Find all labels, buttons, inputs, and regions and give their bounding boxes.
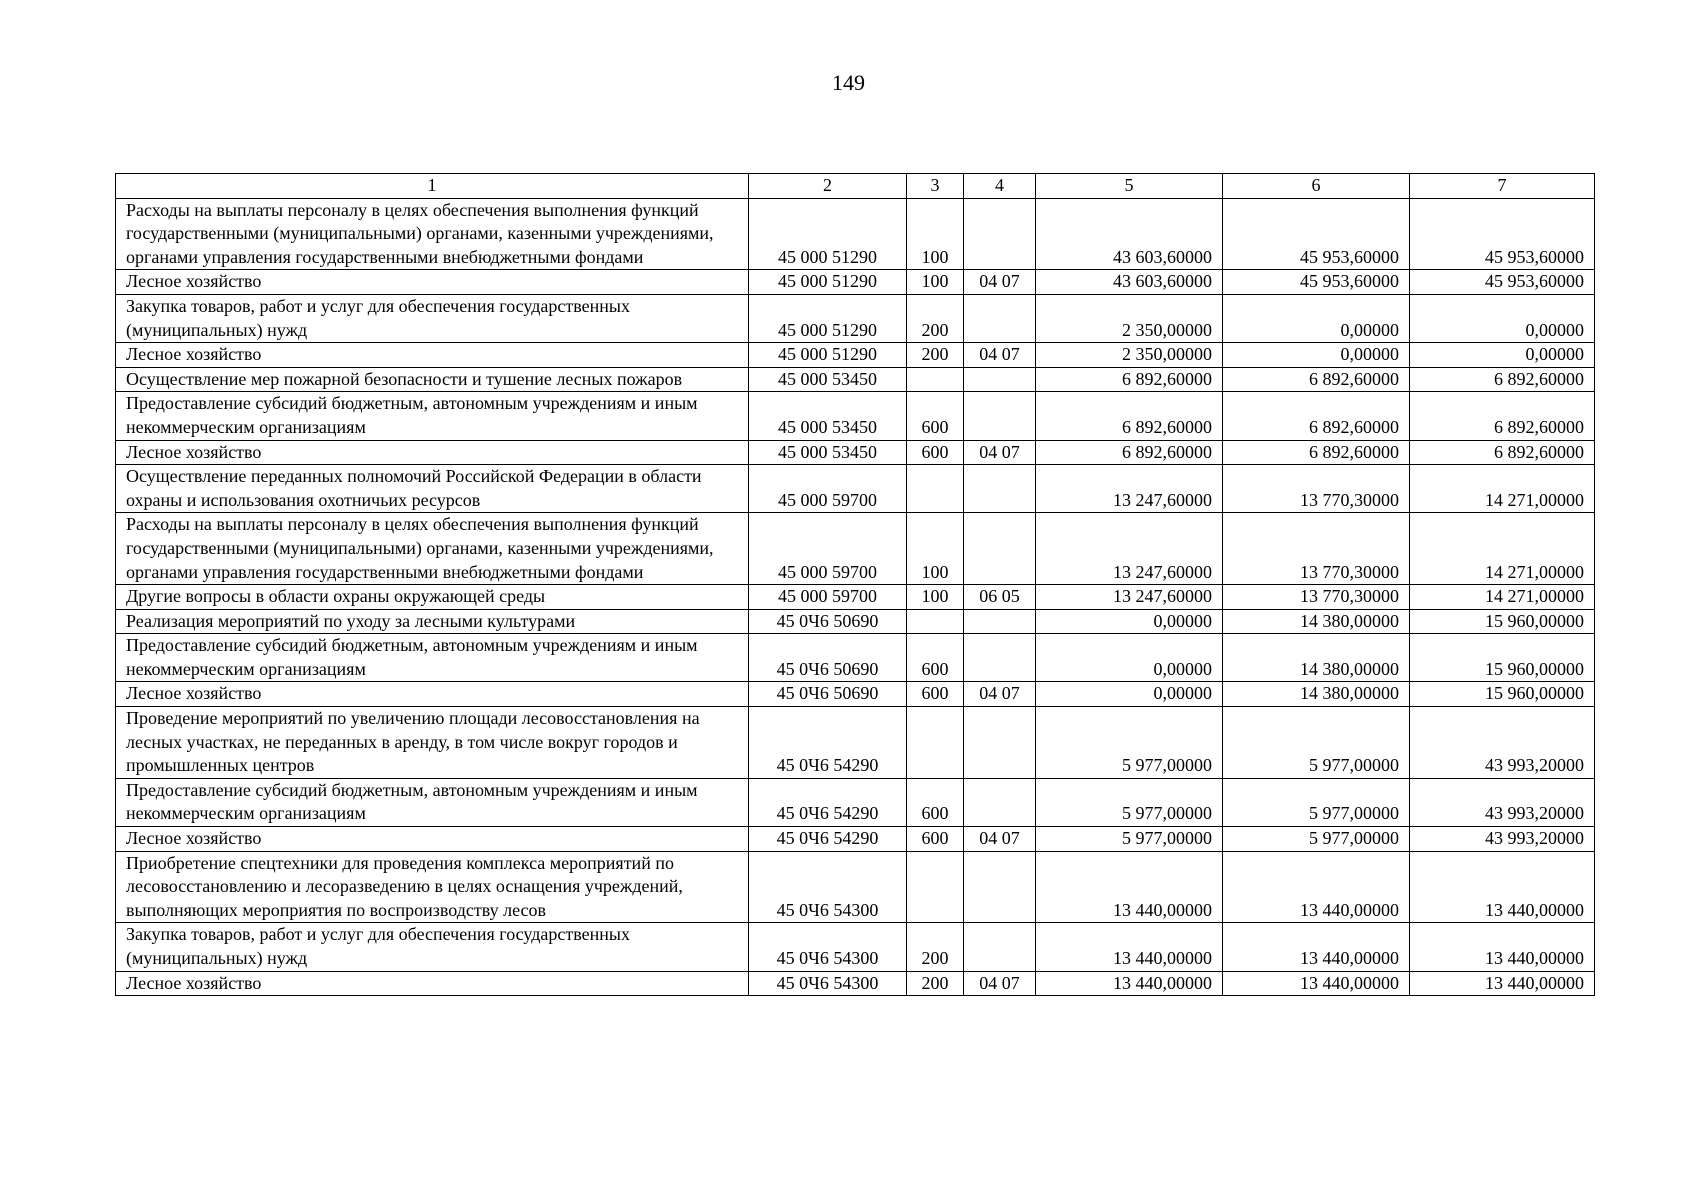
expense-type-cell: 200 xyxy=(907,343,964,368)
column-header: 4 xyxy=(964,174,1036,199)
section-code-cell xyxy=(964,198,1036,270)
expense-type-cell xyxy=(907,707,964,779)
section-code-cell xyxy=(964,367,1036,392)
expense-name-cell: Осуществление мер пожарной безопасности и тушение лесных пожаров xyxy=(116,367,749,392)
expense-name-cell: Осуществление переданных полномочий Российской Федерации в области охраны и использования охотничьих ресурсов xyxy=(116,465,749,513)
table-row xyxy=(116,198,1595,270)
amount-col7-cell: 14 271,00000 xyxy=(1410,513,1595,585)
target-article-cell: 45 000 51290 xyxy=(749,270,907,295)
amount-col5-cell: 0,00000 xyxy=(1036,609,1223,634)
expense-name-cell: Расходы на выплаты персоналу в целях обеспечения выполнения функций государственными (муниципальными) органами, казенными учреждениями, органами управления государственными внебюджетными фондами xyxy=(116,198,749,270)
section-code-cell xyxy=(964,609,1036,634)
table-row xyxy=(116,609,1595,634)
section-code-cell: 04 07 xyxy=(964,682,1036,707)
column-header: 2 xyxy=(749,174,907,199)
table-row xyxy=(116,634,1595,682)
table-row xyxy=(116,392,1595,440)
expense-name-cell: Проведение мероприятий по увеличению площади лесовосстановления на лесных участках, не переданных в аренду, в том числе вокруг городов и промышленных центров xyxy=(116,707,749,779)
target-article-cell: 45 0Ч6 54300 xyxy=(749,923,907,971)
amount-col7-cell: 6 892,60000 xyxy=(1410,392,1595,440)
column-header: 3 xyxy=(907,174,964,199)
table-row xyxy=(116,923,1595,971)
column-header: 6 xyxy=(1223,174,1410,199)
expense-name-cell: Предоставление субсидий бюджетным, автономным учреждениям и иным некоммерческим организациям xyxy=(116,634,749,682)
amount-col5-cell: 13 440,00000 xyxy=(1036,851,1223,923)
amount-col7-cell: 13 440,00000 xyxy=(1410,923,1595,971)
amount-col6-cell: 14 380,00000 xyxy=(1223,634,1410,682)
section-code-cell xyxy=(964,634,1036,682)
table-row xyxy=(116,513,1595,585)
table-row xyxy=(116,585,1595,610)
target-article-cell: 45 000 51290 xyxy=(749,198,907,270)
target-article-cell: 45 000 53450 xyxy=(749,440,907,465)
expense-name-cell: Лесное хозяйство xyxy=(116,270,749,295)
page-number: 149 xyxy=(832,70,865,95)
section-code-cell: 04 07 xyxy=(964,440,1036,465)
expense-name-cell: Приобретение спецтехники для проведения комплекса мероприятий по лесовосстановлению и лесоразведению в целях оснащения учреждений, выполняющих мероприятия по воспроизводству лесов xyxy=(116,851,749,923)
amount-col7-cell: 0,00000 xyxy=(1410,343,1595,368)
expense-type-cell: 600 xyxy=(907,827,964,852)
amount-col6-cell: 5 977,00000 xyxy=(1223,707,1410,779)
amount-col5-cell: 0,00000 xyxy=(1036,634,1223,682)
table-row xyxy=(116,827,1595,852)
section-code-cell xyxy=(964,707,1036,779)
expense-type-cell: 200 xyxy=(907,294,964,342)
section-code-cell xyxy=(964,513,1036,585)
table-row xyxy=(116,270,1595,295)
amount-col5-cell: 13 247,60000 xyxy=(1036,465,1223,513)
section-code-cell xyxy=(964,465,1036,513)
amount-col5-cell: 0,00000 xyxy=(1036,682,1223,707)
amount-col7-cell: 45 953,60000 xyxy=(1410,270,1595,295)
amount-col5-cell: 13 440,00000 xyxy=(1036,971,1223,996)
target-article-cell: 45 000 51290 xyxy=(749,343,907,368)
amount-col6-cell: 5 977,00000 xyxy=(1223,778,1410,826)
expense-type-cell xyxy=(907,367,964,392)
expense-type-cell xyxy=(907,465,964,513)
target-article-cell: 45 000 59700 xyxy=(749,465,907,513)
amount-col6-cell: 6 892,60000 xyxy=(1223,367,1410,392)
table-row xyxy=(116,440,1595,465)
header-row xyxy=(116,174,1595,199)
section-code-cell: 04 07 xyxy=(964,971,1036,996)
expense-type-cell: 100 xyxy=(907,585,964,610)
section-code-cell xyxy=(964,923,1036,971)
table-row xyxy=(116,778,1595,826)
section-code-cell xyxy=(964,392,1036,440)
amount-col6-cell: 13 440,00000 xyxy=(1223,971,1410,996)
target-article-cell: 45 000 59700 xyxy=(749,585,907,610)
target-article-cell: 45 0Ч6 54290 xyxy=(749,827,907,852)
amount-col5-cell: 13 247,60000 xyxy=(1036,513,1223,585)
expense-type-cell xyxy=(907,851,964,923)
table-row xyxy=(116,343,1595,368)
section-code-cell xyxy=(964,294,1036,342)
amount-col6-cell: 13 440,00000 xyxy=(1223,923,1410,971)
expense-type-cell: 600 xyxy=(907,392,964,440)
expense-name-cell: Лесное хозяйство xyxy=(116,343,749,368)
amount-col6-cell: 45 953,60000 xyxy=(1223,270,1410,295)
expense-name-cell: Другие вопросы в области охраны окружающей среды xyxy=(116,585,749,610)
amount-col5-cell: 5 977,00000 xyxy=(1036,707,1223,779)
target-article-cell: 45 0Ч6 54290 xyxy=(749,778,907,826)
amount-col7-cell: 43 993,20000 xyxy=(1410,827,1595,852)
amount-col5-cell: 6 892,60000 xyxy=(1036,392,1223,440)
section-code-cell xyxy=(964,778,1036,826)
target-article-cell: 45 000 53450 xyxy=(749,392,907,440)
amount-col5-cell: 2 350,00000 xyxy=(1036,294,1223,342)
amount-col6-cell: 13 770,30000 xyxy=(1223,465,1410,513)
expense-type-cell: 200 xyxy=(907,971,964,996)
expense-type-cell: 100 xyxy=(907,513,964,585)
amount-col7-cell: 43 993,20000 xyxy=(1410,778,1595,826)
expense-type-cell: 200 xyxy=(907,923,964,971)
table-row xyxy=(116,367,1595,392)
target-article-cell: 45 000 53450 xyxy=(749,367,907,392)
table-row xyxy=(116,682,1595,707)
section-code-cell: 04 07 xyxy=(964,343,1036,368)
amount-col6-cell: 14 380,00000 xyxy=(1223,682,1410,707)
amount-col5-cell: 43 603,60000 xyxy=(1036,198,1223,270)
section-code-cell xyxy=(964,851,1036,923)
target-article-cell: 45 0Ч6 50690 xyxy=(749,682,907,707)
target-article-cell: 45 000 51290 xyxy=(749,294,907,342)
amount-col5-cell: 13 440,00000 xyxy=(1036,923,1223,971)
expense-type-cell: 600 xyxy=(907,440,964,465)
amount-col5-cell: 43 603,60000 xyxy=(1036,270,1223,295)
table-row xyxy=(116,851,1595,923)
expense-name-cell: Лесное хозяйство xyxy=(116,440,749,465)
section-code-cell: 06 05 xyxy=(964,585,1036,610)
expense-name-cell: Лесное хозяйство xyxy=(116,682,749,707)
amount-col5-cell: 6 892,60000 xyxy=(1036,367,1223,392)
column-header: 1 xyxy=(116,174,749,199)
amount-col6-cell: 6 892,60000 xyxy=(1223,440,1410,465)
amount-col6-cell: 0,00000 xyxy=(1223,294,1410,342)
expense-name-cell: Закупка товаров, работ и услуг для обеспечения государственных (муниципальных) нужд xyxy=(116,923,749,971)
expense-name-cell: Лесное хозяйство xyxy=(116,971,749,996)
amount-col5-cell: 5 977,00000 xyxy=(1036,778,1223,826)
amount-col7-cell: 43 993,20000 xyxy=(1410,707,1595,779)
amount-col5-cell: 6 892,60000 xyxy=(1036,440,1223,465)
expense-type-cell xyxy=(907,609,964,634)
amount-col7-cell: 45 953,60000 xyxy=(1410,198,1595,270)
column-header: 7 xyxy=(1410,174,1595,199)
amount-col6-cell: 13 440,00000 xyxy=(1223,851,1410,923)
target-article-cell: 45 0Ч6 54300 xyxy=(749,971,907,996)
section-code-cell: 04 07 xyxy=(964,827,1036,852)
column-header: 5 xyxy=(1036,174,1223,199)
amount-col7-cell: 6 892,60000 xyxy=(1410,367,1595,392)
amount-col6-cell: 6 892,60000 xyxy=(1223,392,1410,440)
target-article-cell: 45 0Ч6 54300 xyxy=(749,851,907,923)
amount-col6-cell: 13 770,30000 xyxy=(1223,585,1410,610)
table-row xyxy=(116,971,1595,996)
expense-type-cell: 600 xyxy=(907,778,964,826)
amount-col5-cell: 5 977,00000 xyxy=(1036,827,1223,852)
expense-name-cell: Расходы на выплаты персоналу в целях обеспечения выполнения функций государственными (муниципальными) органами, казенными учреждениями, органами управления государственными внебюджетными фондами xyxy=(116,513,749,585)
amount-col5-cell: 2 350,00000 xyxy=(1036,343,1223,368)
amount-col6-cell: 5 977,00000 xyxy=(1223,827,1410,852)
amount-col7-cell: 0,00000 xyxy=(1410,294,1595,342)
budget-table xyxy=(115,173,1595,996)
expense-type-cell: 100 xyxy=(907,198,964,270)
amount-col7-cell: 14 271,00000 xyxy=(1410,465,1595,513)
expense-name-cell: Реализация мероприятий по уходу за лесными культурами xyxy=(116,609,749,634)
amount-col6-cell: 45 953,60000 xyxy=(1223,198,1410,270)
target-article-cell: 45 0Ч6 50690 xyxy=(749,609,907,634)
expense-type-cell: 100 xyxy=(907,270,964,295)
expense-type-cell: 600 xyxy=(907,634,964,682)
amount-col6-cell: 13 770,30000 xyxy=(1223,513,1410,585)
table-row xyxy=(116,465,1595,513)
expense-name-cell: Предоставление субсидий бюджетным, автономным учреждениям и иным некоммерческим организациям xyxy=(116,392,749,440)
target-article-cell: 45 0Ч6 50690 xyxy=(749,634,907,682)
amount-col7-cell: 6 892,60000 xyxy=(1410,440,1595,465)
table-row xyxy=(116,707,1595,779)
expense-name-cell: Предоставление субсидий бюджетным, автономным учреждениям и иным некоммерческим организациям xyxy=(116,778,749,826)
amount-col7-cell: 15 960,00000 xyxy=(1410,609,1595,634)
expense-name-cell: Закупка товаров, работ и услуг для обеспечения государственных (муниципальных) нужд xyxy=(116,294,749,342)
table-row xyxy=(116,294,1595,342)
amount-col7-cell: 15 960,00000 xyxy=(1410,634,1595,682)
target-article-cell: 45 000 59700 xyxy=(749,513,907,585)
amount-col6-cell: 14 380,00000 xyxy=(1223,609,1410,634)
expense-type-cell: 600 xyxy=(907,682,964,707)
amount-col7-cell: 15 960,00000 xyxy=(1410,682,1595,707)
expense-name-cell: Лесное хозяйство xyxy=(116,827,749,852)
amount-col5-cell: 13 247,60000 xyxy=(1036,585,1223,610)
target-article-cell: 45 0Ч6 54290 xyxy=(749,707,907,779)
amount-col7-cell: 13 440,00000 xyxy=(1410,971,1595,996)
amount-col7-cell: 14 271,00000 xyxy=(1410,585,1595,610)
section-code-cell: 04 07 xyxy=(964,270,1036,295)
amount-col6-cell: 0,00000 xyxy=(1223,343,1410,368)
amount-col7-cell: 13 440,00000 xyxy=(1410,851,1595,923)
